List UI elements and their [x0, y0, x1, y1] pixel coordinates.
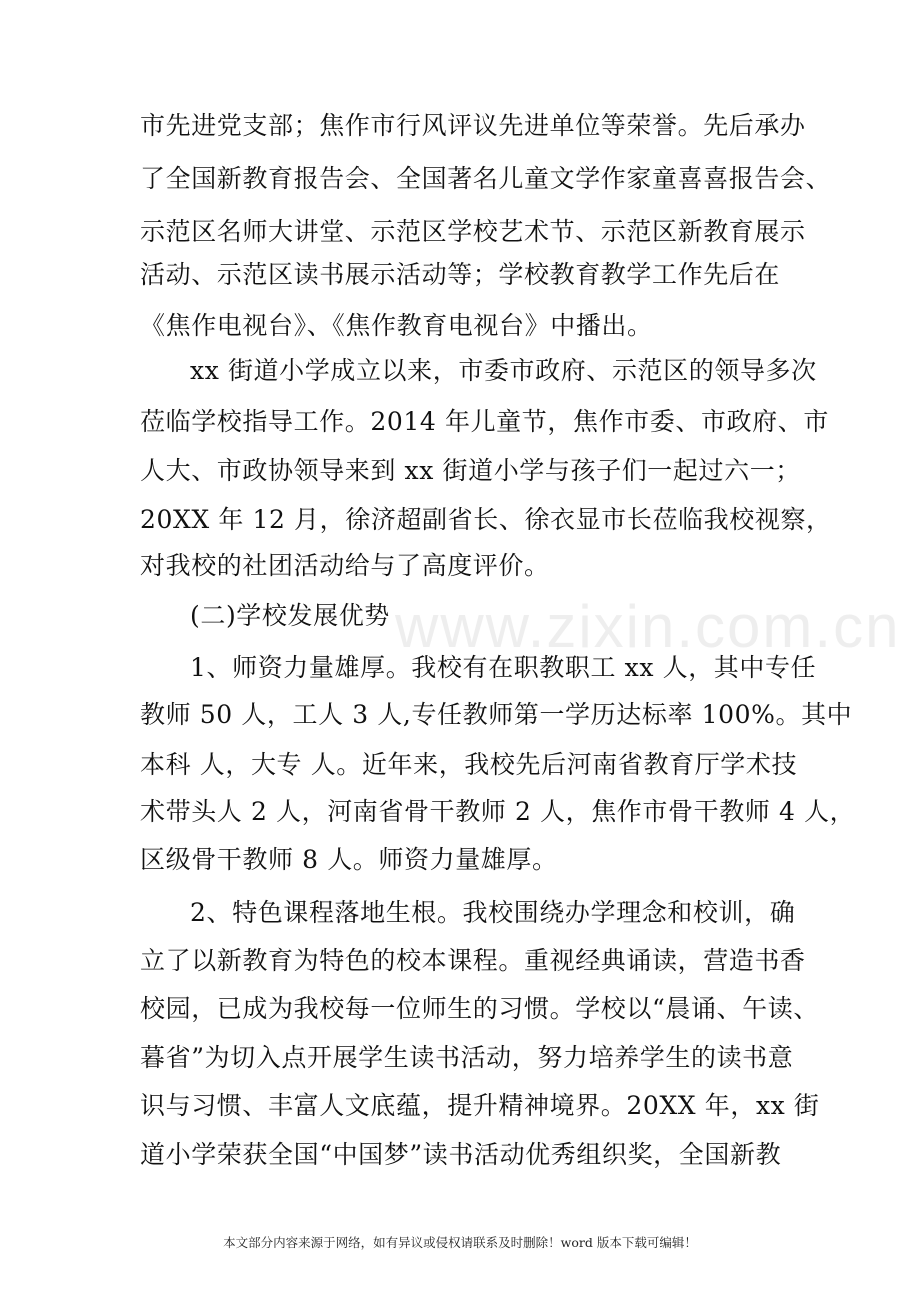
text-line: 本科 人，大专 人。近年来，我校先后河南省教育厅学术技 [140, 750, 798, 779]
text-line: 了全国新教育报告会、全国著名儿童文学作家童喜喜报告会、 [140, 164, 832, 193]
text-line: 莅临学校指导工作。2014 年儿童节，焦作市委、市政府、市 [140, 407, 829, 436]
text-line: 对我校的社团活动给与了高度评价。 [140, 551, 550, 580]
text-line: 教师 50 人，工人 3 人,专任教师第一学历达标率 100%。其中 [140, 700, 853, 729]
text-line: 识与习惯、丰富人文底蕴，提升精神境界。20XX 年，xx 街 [140, 1091, 820, 1120]
watermark: www.zixin.com.cn [395, 593, 901, 660]
footer-disclaimer: 本文部分内容来源于网络，如有异议或侵权请联系及时删除！word 版本下载可编辑！ [223, 1235, 697, 1250]
text-line: 活动、示范区读书展示活动等；学校教育教学工作先后在 [140, 260, 781, 289]
text-line: 人大、市政协领导来到 xx 街道小学与孩子们一起过六一； [140, 456, 801, 485]
text-line: 暮省”为切入点开展学生读书活动，努力培养学生的读书意 [140, 1043, 794, 1072]
text-line: 校园，已成为我校每一位师生的习惯。学校以“晨诵、午读、 [140, 994, 819, 1023]
text-line: 20XX 年 12 月，徐济超副省长、徐衣显市长莅临我校视察， [140, 505, 832, 534]
text-line: 立了以新教育为特色的校本课程。重视经典诵读，营造书香 [140, 946, 806, 975]
text-line: 《焦作电视台》、《焦作教育电视台》中播出。 [140, 311, 653, 340]
paragraph-start-line: 1、师资力量雄厚。我校有在职教职工 xx 人，其中专任 [190, 653, 817, 682]
text-line: 区级骨干教师 8 人。师资力量雄厚。 [140, 845, 558, 874]
text-line: 示范区名师大讲堂、示范区学校艺术节、示范区新教育展示 [140, 217, 806, 246]
text-line: 术带头人 2 人，河南省骨干教师 2 人，焦作市骨干教师 4 人， [140, 797, 856, 826]
section-heading: (二)学校发展优势 [190, 601, 390, 630]
text-line: 市先进党支部；焦作市行风评议先进单位等荣誉。先后承办 [140, 111, 806, 140]
paragraph-start-line: xx 街道小学成立以来，市委市政府、示范区的领导多次 [190, 356, 817, 385]
text-line: 道小学荣获全国“中国梦”读书活动优秀组织奖，全国新教 [140, 1140, 782, 1169]
paragraph-start-line: 2、特色课程落地生根。我校围绕办学理念和校训，确 [190, 898, 796, 927]
